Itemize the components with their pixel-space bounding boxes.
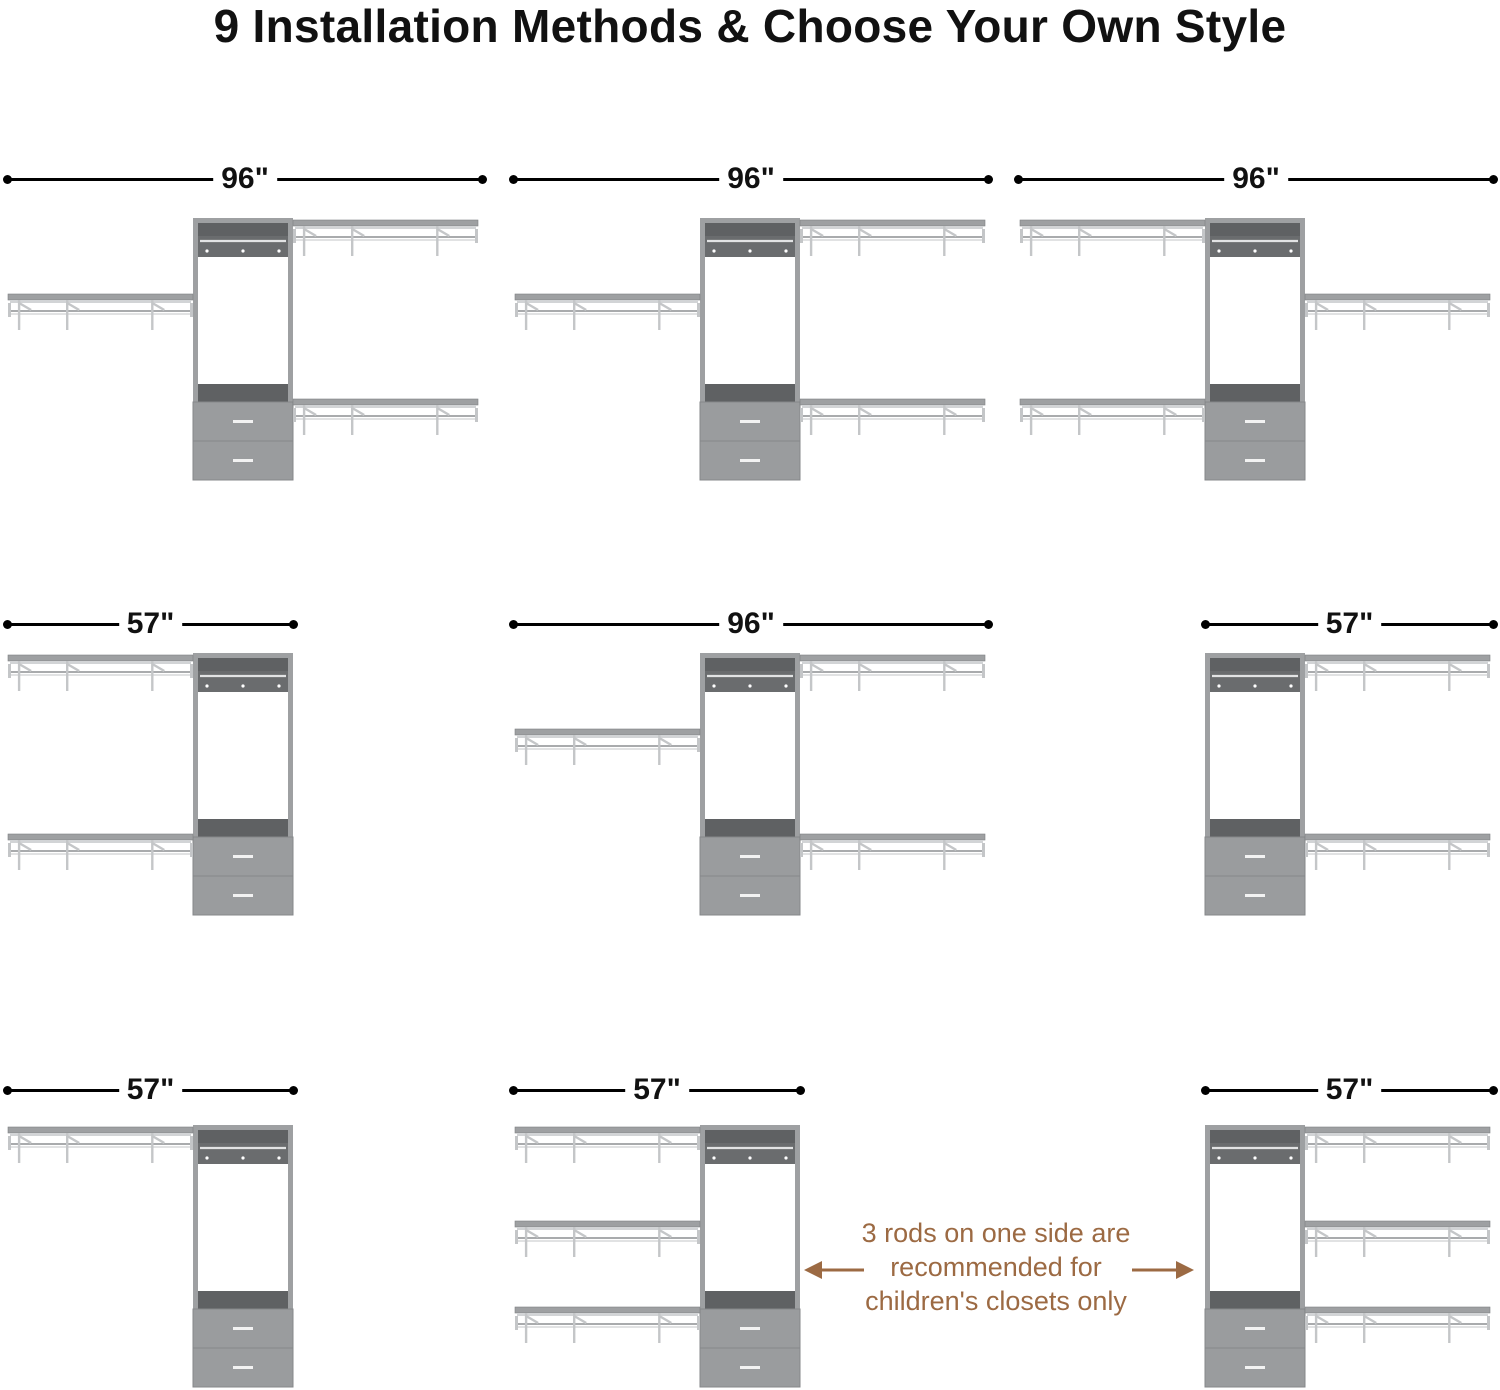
drawer-handle [1245, 1366, 1265, 1369]
dimension-line [3, 1075, 298, 1105]
tower-unit [1205, 653, 1305, 915]
note-line: 3 rods on one side are [861, 1218, 1131, 1248]
shelf-rod-assembly-right-1 [800, 655, 985, 691]
drawer-handle [1245, 894, 1265, 897]
drawer-handle [233, 1366, 253, 1369]
drawer-handle [740, 855, 760, 858]
drawer-handle [1245, 459, 1265, 462]
shelf-rod-assembly-right-2 [1305, 834, 1490, 870]
dimension-line [509, 609, 993, 639]
drawer-handle [740, 420, 760, 423]
shelf-rod-assembly-left-2 [1020, 399, 1205, 435]
shelf-rod-assembly-right-1 [1305, 1127, 1490, 1163]
drawer-handle [740, 1327, 760, 1330]
shelf-rod-assembly-left-2 [515, 1221, 700, 1257]
dimension-line [3, 164, 487, 194]
shelf-rod-assembly-right-2 [1305, 1221, 1490, 1257]
tower-unit [700, 1125, 800, 1387]
tower-unit [700, 218, 800, 480]
closet-layout-3 [1012, 210, 1500, 500]
drawer-handle [233, 1327, 253, 1330]
drawer-handle [740, 1366, 760, 1369]
closet-layout-7 [0, 1115, 500, 1390]
closet-layout-2 [507, 210, 1007, 500]
drawer-handle [233, 420, 253, 423]
shelf-rod-assembly-right-1 [800, 220, 985, 256]
right-arrow-icon [1130, 1258, 1194, 1282]
drawer-handle [233, 855, 253, 858]
dimension-line [509, 164, 993, 194]
drawer-handle [233, 459, 253, 462]
dimension-label: 96" [719, 164, 783, 194]
tower-unit [1205, 1125, 1305, 1387]
dimension-label: 57" [1318, 1075, 1382, 1105]
dimension-label: 57" [119, 1075, 183, 1105]
recommendation-note [826, 1216, 1166, 1318]
dimension-line [1201, 1075, 1498, 1105]
shelf-rod-assembly-right-2 [800, 834, 985, 870]
drawer-handle [740, 459, 760, 462]
dimension-line [509, 1075, 805, 1105]
tower-unit [700, 653, 800, 915]
dimension-label: 96" [1224, 164, 1288, 194]
shelf-rod-assembly-left-3 [515, 1307, 700, 1343]
shelf-rod-assembly-left-1 [1020, 220, 1205, 256]
shelf-rod-assembly-right-1 [1305, 294, 1490, 330]
drawer-handle [233, 894, 253, 897]
drawer-handle [1245, 855, 1265, 858]
shelf-rod-assembly-left-1 [515, 729, 700, 765]
dimension-label: 57" [1318, 609, 1382, 639]
closet-layout-6 [1012, 645, 1500, 935]
shelf-rod-assembly-right-2 [800, 399, 985, 435]
dimension-label: 57" [625, 1075, 689, 1105]
closet-layout-1 [0, 210, 500, 500]
shelf-rod-assembly-left-1 [8, 655, 193, 691]
dimension-line [1014, 164, 1498, 194]
shelf-rod-assembly-right-1 [293, 220, 478, 256]
dimension-label: 96" [213, 164, 277, 194]
tower-unit [193, 653, 293, 915]
dimension-line [1201, 609, 1498, 639]
tower-unit [193, 1125, 293, 1387]
shelf-rod-assembly-left-1 [8, 294, 193, 330]
dimension-line [3, 609, 298, 639]
drawer-handle [1245, 420, 1265, 423]
dimension-label: 57" [119, 609, 183, 639]
shelf-rod-assembly-left-1 [515, 1127, 700, 1163]
shelf-rod-assembly-right-2 [293, 399, 478, 435]
dimension-label: 96" [719, 609, 783, 639]
note-line: children's closets only [865, 1286, 1127, 1316]
shelf-rod-assembly-right-1 [1305, 655, 1490, 691]
shelf-rod-assembly-right-3 [1305, 1307, 1490, 1343]
shelf-rod-assembly-left-2 [8, 834, 193, 870]
note-line: recommended for [890, 1252, 1102, 1282]
tower-unit [193, 218, 293, 480]
closet-layout-5 [507, 645, 1007, 935]
page-title: 9 Installation Methods & Choose Your Own Style [213, 0, 1287, 52]
drawer-handle [740, 894, 760, 897]
tower-unit [1205, 218, 1305, 480]
shelf-rod-assembly-left-1 [8, 1127, 193, 1163]
drawer-handle [1245, 1327, 1265, 1330]
closet-layout-4 [0, 645, 500, 935]
shelf-rod-assembly-left-1 [515, 294, 700, 330]
